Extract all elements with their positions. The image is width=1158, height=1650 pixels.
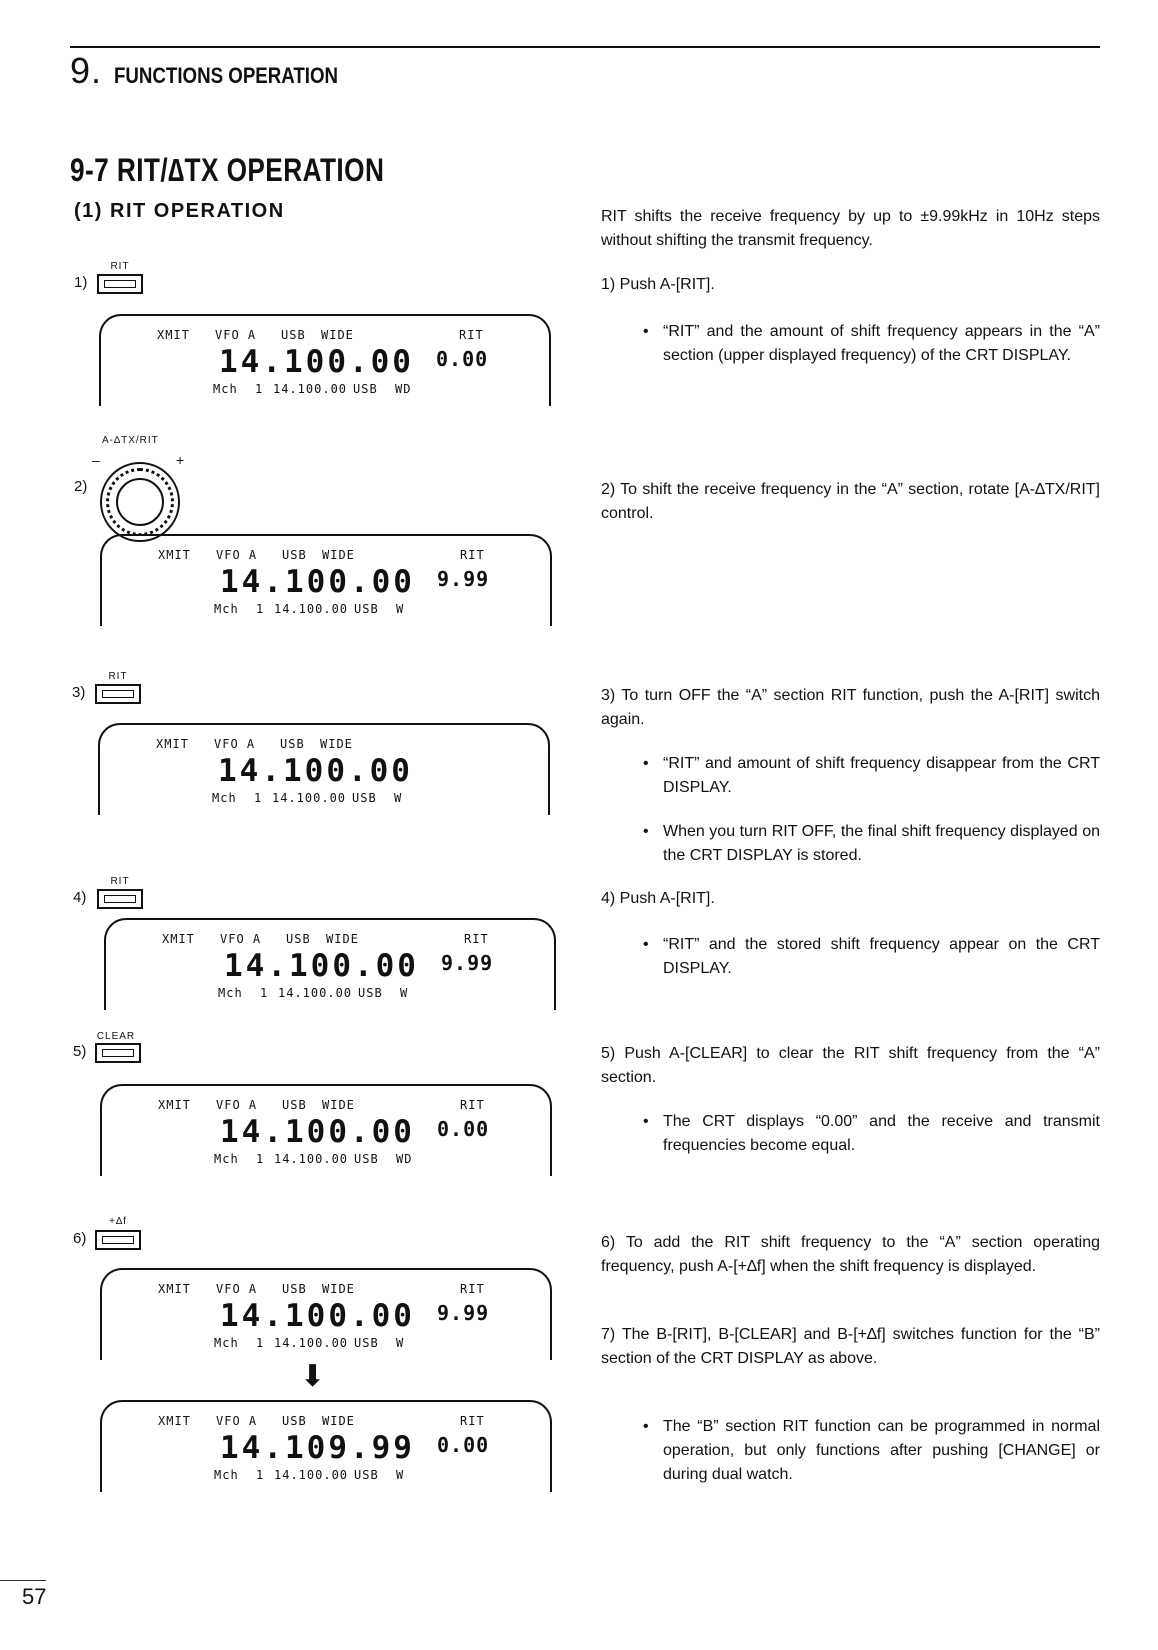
clear-key-icon bbox=[95, 1043, 141, 1063]
display-frequency: 14.100.00 bbox=[220, 1114, 415, 1150]
bullet: • bbox=[643, 755, 649, 772]
rit-key-icon bbox=[97, 889, 143, 909]
display-mode-label: USB bbox=[280, 737, 305, 751]
header-rule bbox=[70, 46, 1100, 48]
display-memory-frequency: 14.100.00 bbox=[274, 1152, 349, 1166]
display-width-label: WIDE bbox=[322, 1414, 355, 1428]
display-channel-number: 1 bbox=[256, 1468, 265, 1482]
display-mode-label: USB bbox=[281, 328, 306, 342]
display-memory-frequency: 14.100.00 bbox=[272, 791, 347, 805]
step-1-key-caption: RIT bbox=[110, 261, 130, 272]
note-text: “RIT” and amount of shift frequency disappear from the CRT DISPLAY. bbox=[663, 755, 1100, 796]
display-memory-width: W bbox=[396, 1468, 405, 1482]
note-text: The CRT displays “0.00” and the receive and transmit frequencies become equal. bbox=[663, 1113, 1100, 1154]
delta-f-key-icon bbox=[95, 1230, 141, 1250]
rit-key-icon bbox=[97, 274, 143, 294]
bullet: • bbox=[643, 1113, 649, 1130]
down-arrow-icon: ⬇ bbox=[300, 1360, 326, 1393]
display-vfo-label: VFO A bbox=[215, 328, 257, 342]
display-frequency: 14.100.00 bbox=[220, 564, 415, 600]
step-3-key-caption: RIT bbox=[108, 671, 128, 682]
crt-display-1 bbox=[99, 314, 551, 406]
note-text: “RIT” and the stored shift frequency appear on the CRT DISPLAY. bbox=[663, 936, 1100, 977]
instruction-5-note bbox=[643, 1110, 1100, 1158]
display-memory-mode: USB bbox=[352, 791, 377, 805]
section-number: 9. bbox=[70, 50, 103, 91]
display-channel-number: 1 bbox=[256, 1336, 265, 1350]
instruction-7: 7) The B-[RIT], B-[CLEAR] and B-[+∆f] switches function for the “B” section of the CRT DISPLAY as above. bbox=[601, 1326, 1100, 1367]
note-text: The “B” section RIT function can be programmed in normal operation, but only functions after pushing [CHANGE] or during dual watch. bbox=[663, 1418, 1100, 1483]
display-xmit-label: XMIT bbox=[157, 328, 190, 342]
display-rit-label: RIT bbox=[464, 932, 489, 946]
display-rit-value: 9.99 bbox=[441, 951, 494, 975]
section-header bbox=[70, 50, 378, 92]
display-width-label: WIDE bbox=[322, 548, 355, 562]
display-xmit-label: XMIT bbox=[156, 737, 189, 751]
instruction-4-note bbox=[643, 933, 1100, 981]
display-channel-number: 1 bbox=[254, 791, 263, 805]
display-rit-label: RIT bbox=[460, 1282, 485, 1296]
crt-display-2 bbox=[100, 534, 552, 626]
display-memory-mode: USB bbox=[354, 1336, 379, 1350]
display-vfo-label: VFO A bbox=[220, 932, 262, 946]
step-3-label: 3) bbox=[72, 684, 86, 701]
bullet: • bbox=[643, 323, 649, 340]
display-rit-value: 0.00 bbox=[437, 1433, 490, 1457]
step-6-key-caption: +∆f bbox=[109, 1216, 127, 1227]
display-memory-width: WD bbox=[395, 382, 412, 396]
crt-display-6 bbox=[100, 1268, 552, 1360]
step-1-label: 1) bbox=[74, 274, 88, 291]
display-rit-value: 0.00 bbox=[437, 1117, 490, 1141]
display-mch-label: Mch bbox=[214, 602, 239, 616]
display-memory-width: WD bbox=[396, 1152, 413, 1166]
display-memory-width: W bbox=[396, 602, 405, 616]
instruction-1-note bbox=[643, 320, 1100, 368]
display-memory-mode: USB bbox=[354, 1468, 379, 1482]
display-width-label: WIDE bbox=[326, 932, 359, 946]
display-memory-frequency: 14.100.00 bbox=[274, 1468, 349, 1482]
knob-center bbox=[116, 478, 164, 526]
display-mode-label: USB bbox=[282, 548, 307, 562]
display-frequency: 14.100.00 bbox=[219, 344, 414, 380]
display-mode-label: USB bbox=[282, 1098, 307, 1112]
display-memory-frequency: 14.100.00 bbox=[274, 1336, 349, 1350]
instruction-3: 3) To turn OFF the “A” section RIT function, push the A-[RIT] switch again. bbox=[601, 687, 1100, 728]
step-6-label: 6) bbox=[73, 1230, 87, 1247]
display-xmit-label: XMIT bbox=[158, 1282, 191, 1296]
crt-display-5 bbox=[100, 1084, 552, 1176]
display-memory-mode: USB bbox=[358, 986, 383, 1000]
display-rit-value: 0.00 bbox=[436, 347, 489, 371]
display-memory-width: W bbox=[400, 986, 409, 1000]
display-frequency: 14.100.00 bbox=[220, 1298, 415, 1334]
display-memory-width: W bbox=[396, 1336, 405, 1350]
bullet: • bbox=[643, 1418, 649, 1435]
display-vfo-label: VFO A bbox=[214, 737, 256, 751]
note-text: “RIT” and the amount of shift frequency appears in the “A” section (upper displayed frequency) of the CRT DISPLAY. bbox=[663, 323, 1100, 364]
page-title: 9-7 RIT/∆TX OPERATION bbox=[70, 152, 385, 188]
display-memory-frequency: 14.100.00 bbox=[274, 602, 349, 616]
display-width-label: WIDE bbox=[322, 1098, 355, 1112]
display-memory-width: W bbox=[394, 791, 403, 805]
step-4-label: 4) bbox=[73, 889, 87, 906]
step-2-label: 2) bbox=[74, 478, 88, 495]
display-xmit-label: XMIT bbox=[158, 1414, 191, 1428]
instruction-6: 6) To add the RIT shift frequency to the “A” section operating frequency, push A-[+∆f] when the shift frequency is displayed. bbox=[601, 1234, 1100, 1275]
crt-display-4 bbox=[104, 918, 556, 1010]
display-memory-mode: USB bbox=[354, 602, 379, 616]
display-memory-frequency: 14.100.00 bbox=[273, 382, 348, 396]
crt-display-7 bbox=[100, 1400, 552, 1492]
display-mode-label: USB bbox=[286, 932, 311, 946]
display-memory-frequency: 14.100.00 bbox=[278, 986, 353, 1000]
display-xmit-label: XMIT bbox=[158, 1098, 191, 1112]
instruction-4: 4) Push A-[RIT]. bbox=[601, 890, 715, 907]
subsection-title: (1) RIT OPERATION bbox=[74, 200, 285, 222]
knob-caption: A-∆TX/RIT bbox=[102, 435, 159, 446]
display-rit-value: 9.99 bbox=[437, 1301, 490, 1325]
display-vfo-label: VFO A bbox=[216, 548, 258, 562]
instruction-3-note-1 bbox=[643, 752, 1100, 800]
display-channel-number: 1 bbox=[255, 382, 264, 396]
display-xmit-label: XMIT bbox=[162, 932, 195, 946]
bullet: • bbox=[643, 823, 649, 840]
display-mch-label: Mch bbox=[214, 1152, 239, 1166]
display-rit-label: RIT bbox=[460, 1414, 485, 1428]
instruction-7-note bbox=[643, 1415, 1100, 1487]
display-mch-label: Mch bbox=[214, 1336, 239, 1350]
display-xmit-label: XMIT bbox=[158, 548, 191, 562]
display-frequency: 14.100.00 bbox=[224, 948, 419, 984]
display-mch-label: Mch bbox=[214, 1468, 239, 1482]
display-mode-label: USB bbox=[282, 1282, 307, 1296]
display-rit-label: RIT bbox=[460, 1098, 485, 1112]
display-mch-label: Mch bbox=[212, 791, 237, 805]
display-mch-label: Mch bbox=[218, 986, 243, 1000]
rit-knob-icon bbox=[100, 462, 180, 542]
step-5-key-caption: CLEAR bbox=[96, 1031, 136, 1042]
display-width-label: WIDE bbox=[322, 1282, 355, 1296]
knob-plus: + bbox=[176, 452, 185, 468]
display-rit-label: RIT bbox=[460, 548, 485, 562]
step-5-label: 5) bbox=[73, 1043, 87, 1060]
display-memory-mode: USB bbox=[353, 382, 378, 396]
display-vfo-label: VFO A bbox=[216, 1098, 258, 1112]
display-channel-number: 1 bbox=[256, 602, 265, 616]
rit-key-icon bbox=[95, 684, 141, 704]
page-number-rule bbox=[0, 1580, 46, 1581]
display-memory-mode: USB bbox=[354, 1152, 379, 1166]
display-width-label: WIDE bbox=[321, 328, 354, 342]
instruction-1: 1) Push A-[RIT]. bbox=[601, 276, 715, 293]
display-width-label: WIDE bbox=[320, 737, 353, 751]
display-vfo-label: VFO A bbox=[216, 1282, 258, 1296]
instruction-3-note-2 bbox=[643, 820, 1100, 868]
display-rit-value: 9.99 bbox=[437, 567, 490, 591]
page-number: 57 bbox=[22, 1584, 47, 1609]
section-title: FUNCTIONS OPERATION bbox=[114, 63, 339, 88]
display-mode-label: USB bbox=[282, 1414, 307, 1428]
display-rit-label: RIT bbox=[459, 328, 484, 342]
crt-display-3 bbox=[98, 723, 550, 815]
bullet: • bbox=[643, 936, 649, 953]
display-channel-number: 1 bbox=[260, 986, 269, 1000]
knob-minus: – bbox=[92, 452, 100, 468]
display-frequency: 14.100.00 bbox=[218, 753, 413, 789]
display-channel-number: 1 bbox=[256, 1152, 265, 1166]
intro-paragraph: RIT shifts the receive frequency by up to ±9.99kHz in 10Hz steps without shifting the transmit frequency. bbox=[601, 208, 1100, 249]
display-frequency: 14.109.99 bbox=[220, 1430, 415, 1466]
note-text: When you turn RIT OFF, the final shift frequency displayed on the CRT DISPLAY is stored. bbox=[663, 823, 1100, 864]
instruction-5: 5) Push A-[CLEAR] to clear the RIT shift frequency from the “A” section. bbox=[601, 1045, 1100, 1086]
display-vfo-label: VFO A bbox=[216, 1414, 258, 1428]
step-4-key-caption: RIT bbox=[110, 876, 130, 887]
display-mch-label: Mch bbox=[213, 382, 238, 396]
instruction-2: 2) To shift the receive frequency in the “A” section, rotate [A-∆TX/RIT] control. bbox=[601, 481, 1100, 522]
